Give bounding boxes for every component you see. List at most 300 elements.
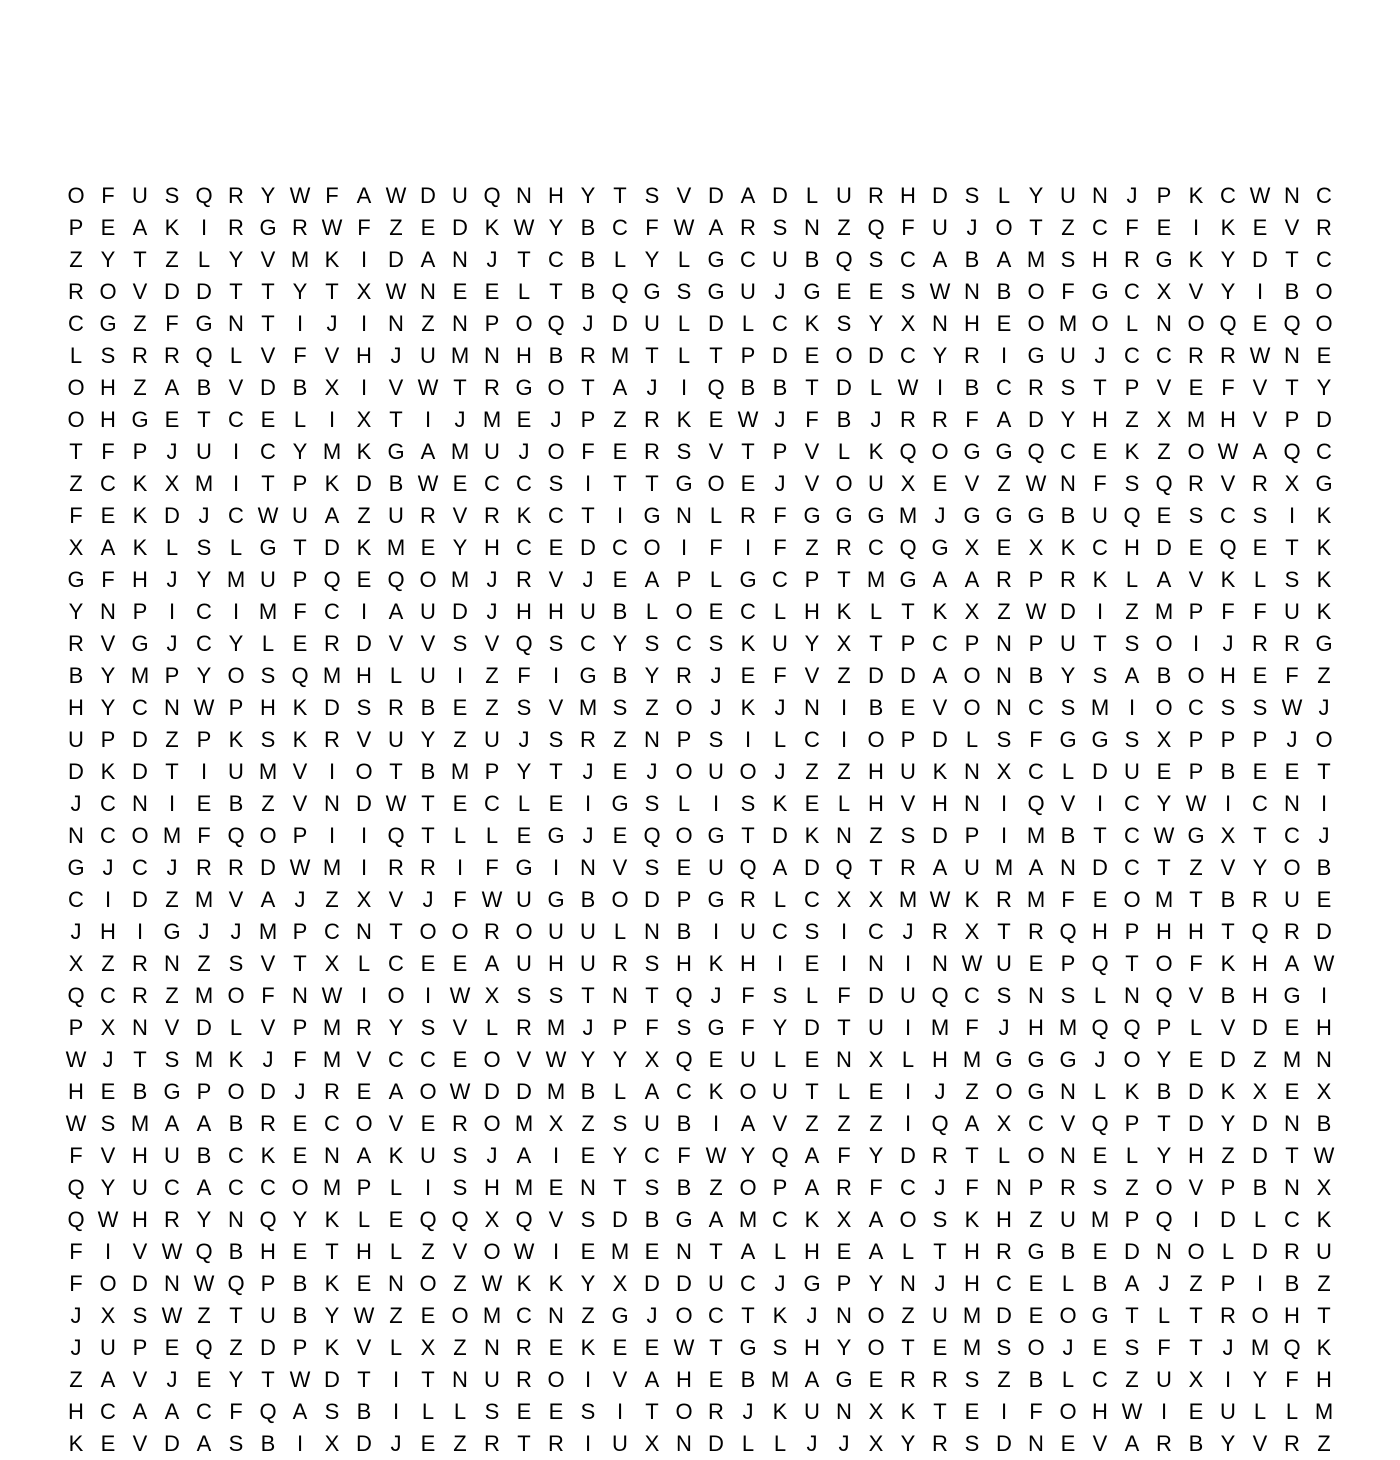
grid-letter[interactable]: Y [1220,247,1236,272]
grid-letter[interactable]: X [100,1015,116,1040]
grid-letter[interactable]: M [962,1047,982,1072]
grid-letter[interactable]: T [293,535,307,560]
grid-letter[interactable]: M [1154,887,1174,912]
grid-letter[interactable]: U [836,183,852,208]
grid-letter[interactable]: F [1189,951,1203,976]
grid-letter[interactable]: W [929,887,951,912]
grid-letter[interactable]: B [228,1239,244,1264]
grid-letter[interactable]: K [772,791,788,816]
grid-letter[interactable]: A [804,1175,820,1200]
grid-letter[interactable]: E [420,1111,436,1136]
grid-letter[interactable]: E [996,535,1012,560]
grid-letter[interactable]: P [228,695,244,720]
grid-letter[interactable]: V [388,631,404,656]
grid-letter[interactable]: I [1192,631,1200,656]
grid-letter[interactable]: H [676,1367,692,1392]
grid-letter[interactable]: J [838,1431,850,1456]
grid-letter[interactable]: D [868,983,884,1008]
grid-letter[interactable]: U [964,855,980,880]
grid-letter[interactable]: X [1188,1367,1204,1392]
grid-letter[interactable]: E [1188,1047,1204,1072]
grid-letter[interactable]: G [67,567,85,592]
grid-letter[interactable]: E [548,1399,564,1424]
grid-letter[interactable]: L [229,535,243,560]
grid-letter[interactable]: B [1060,503,1076,528]
grid-letter[interactable]: W [673,1335,695,1360]
grid-letter[interactable]: S [548,471,564,496]
grid-letter[interactable]: L [1093,1079,1107,1104]
grid-letter[interactable]: L [1253,1207,1267,1232]
grid-letter[interactable]: T [517,247,531,272]
grid-letter[interactable]: E [804,1047,820,1072]
grid-letter[interactable]: R [516,1367,532,1392]
grid-letter[interactable]: E [548,1335,564,1360]
grid-letter[interactable]: W [417,471,439,496]
grid-letter[interactable]: A [868,1239,884,1264]
grid-letter[interactable]: U [1060,183,1076,208]
grid-letter[interactable]: X [836,1207,852,1232]
grid-letter[interactable]: X [324,1431,340,1456]
grid-letter[interactable]: F [165,311,179,336]
grid-letter[interactable]: X [996,1111,1012,1136]
grid-letter[interactable]: Z [165,887,179,912]
grid-letter[interactable]: Q [1155,1207,1173,1232]
grid-letter[interactable]: B [196,375,212,400]
grid-letter[interactable]: R [1220,1303,1236,1328]
grid-letter[interactable]: D [484,1079,500,1104]
grid-letter[interactable]: R [1220,343,1236,368]
grid-letter[interactable]: X [644,1047,660,1072]
grid-letter[interactable]: K [580,1335,596,1360]
grid-letter[interactable]: A [1284,951,1300,976]
grid-letter[interactable]: O [1123,887,1141,912]
grid-letter[interactable]: E [548,791,564,816]
grid-letter[interactable]: C [612,535,628,560]
grid-letter[interactable]: M [514,1111,534,1136]
grid-letter[interactable]: M [194,471,214,496]
grid-letter[interactable]: Q [195,183,213,208]
grid-letter[interactable]: S [1188,503,1204,528]
grid-letter[interactable]: Y [420,727,436,752]
grid-letter[interactable]: H [964,1271,980,1296]
grid-letter[interactable]: R [996,567,1012,592]
grid-letter[interactable]: J [70,1303,82,1328]
grid-letter[interactable]: I [1256,279,1264,304]
grid-letter[interactable]: N [516,183,532,208]
grid-letter[interactable]: F [1285,663,1299,688]
grid-letter[interactable]: V [1252,375,1268,400]
grid-letter[interactable]: C [1124,791,1140,816]
grid-letter[interactable]: O [675,599,693,624]
grid-letter[interactable]: S [100,1111,116,1136]
grid-letter[interactable]: P [196,1079,212,1104]
grid-letter[interactable]: O [931,439,949,464]
grid-letter[interactable]: L [773,887,787,912]
grid-letter[interactable]: U [580,599,596,624]
grid-letter[interactable]: E [484,279,500,304]
grid-letter[interactable]: D [164,1431,180,1456]
grid-letter[interactable]: R [388,855,404,880]
grid-letter[interactable]: C [1220,503,1236,528]
grid-letter[interactable]: U [772,1079,788,1104]
grid-letter[interactable]: E [164,407,180,432]
grid-letter[interactable]: D [1188,1079,1204,1104]
grid-letter[interactable]: Y [100,1175,116,1200]
grid-letter[interactable]: H [932,791,948,816]
grid-letter[interactable]: Z [837,759,851,784]
grid-letter[interactable]: B [676,1111,692,1136]
grid-letter[interactable]: N [676,503,692,528]
grid-letter[interactable]: C [228,407,244,432]
grid-letter[interactable]: Z [613,727,627,752]
grid-letter[interactable]: C [100,471,116,496]
grid-letter[interactable]: V [1188,983,1204,1008]
grid-letter[interactable]: B [260,1431,276,1456]
grid-letter[interactable]: Y [260,183,276,208]
grid-letter[interactable]: C [1092,1367,1108,1392]
grid-letter[interactable]: U [740,279,756,304]
grid-letter[interactable]: X [868,1431,884,1456]
grid-letter[interactable]: S [676,439,692,464]
grid-letter[interactable]: X [324,951,340,976]
grid-letter[interactable]: G [1091,279,1109,304]
grid-letter[interactable]: H [100,407,116,432]
grid-letter[interactable]: V [356,1047,372,1072]
grid-letter[interactable]: X [484,1207,500,1232]
grid-letter[interactable]: R [388,695,404,720]
grid-letter[interactable]: K [132,503,148,528]
grid-letter[interactable]: K [1188,183,1204,208]
grid-letter[interactable]: I [904,1079,912,1104]
grid-letter[interactable]: S [996,983,1012,1008]
grid-letter[interactable]: B [1156,1079,1172,1104]
grid-letter[interactable]: T [869,855,883,880]
grid-letter[interactable]: R [484,919,500,944]
grid-letter[interactable]: E [708,407,724,432]
grid-letter[interactable]: M [226,567,246,592]
grid-letter[interactable]: W [289,183,311,208]
grid-letter[interactable]: B [964,375,980,400]
grid-letter[interactable]: Z [485,663,499,688]
grid-letter[interactable]: K [516,503,532,528]
grid-letter[interactable]: J [518,439,530,464]
grid-letter[interactable]: T [421,791,435,816]
grid-letter[interactable]: C [1252,791,1268,816]
grid-letter[interactable]: J [1318,695,1330,720]
grid-letter[interactable]: M [930,1015,950,1040]
grid-letter[interactable]: X [612,1271,628,1296]
grid-letter[interactable]: T [933,1239,947,1264]
grid-letter[interactable]: E [388,1207,404,1232]
grid-letter[interactable]: J [486,247,498,272]
grid-letter[interactable]: X [420,1335,436,1360]
grid-letter[interactable]: L [645,599,659,624]
grid-letter[interactable]: X [964,535,980,560]
grid-letter[interactable]: U [708,1271,724,1296]
grid-letter[interactable]: F [1061,887,1075,912]
grid-letter[interactable]: U [996,951,1012,976]
grid-letter[interactable]: T [1189,1303,1203,1328]
grid-letter[interactable]: B [1316,855,1332,880]
grid-letter[interactable]: K [1316,1335,1332,1360]
grid-letter[interactable]: D [324,535,340,560]
grid-letter[interactable]: J [774,279,786,304]
grid-letter[interactable]: F [1093,471,1107,496]
grid-letter[interactable]: D [1220,1047,1236,1072]
grid-letter[interactable]: T [549,279,563,304]
grid-letter[interactable]: X [324,375,340,400]
grid-letter[interactable]: G [931,535,949,560]
grid-letter[interactable]: L [485,1015,499,1040]
grid-letter[interactable]: M [1026,823,1046,848]
grid-letter[interactable]: I [328,407,336,432]
grid-letter[interactable]: G [995,1047,1013,1072]
grid-letter[interactable]: J [390,343,402,368]
grid-letter[interactable]: K [388,1143,404,1168]
grid-letter[interactable]: N [836,823,852,848]
grid-letter[interactable]: J [1318,823,1330,848]
grid-letter[interactable]: P [1028,567,1044,592]
grid-letter[interactable]: U [932,215,948,240]
grid-letter[interactable]: O [1187,311,1205,336]
grid-letter[interactable]: V [964,471,980,496]
grid-letter[interactable]: Q [899,439,917,464]
grid-letter[interactable]: W [1249,343,1271,368]
grid-letter[interactable]: H [1092,247,1108,272]
grid-letter[interactable]: S [484,1399,500,1424]
grid-letter[interactable]: G [131,407,149,432]
grid-letter[interactable]: A [1028,855,1044,880]
grid-letter[interactable]: S [644,855,660,880]
grid-letter[interactable]: D [1316,407,1332,432]
grid-letter[interactable]: I [552,1239,560,1264]
grid-letter[interactable]: M [386,535,406,560]
grid-letter[interactable]: F [261,983,275,1008]
grid-letter[interactable]: O [739,759,757,784]
grid-letter[interactable]: A [708,215,724,240]
grid-letter[interactable]: V [1220,471,1236,496]
grid-letter[interactable]: A [1252,439,1268,464]
grid-letter[interactable]: C [420,1047,436,1072]
grid-letter[interactable]: C [580,631,596,656]
grid-letter[interactable]: Q [515,1207,533,1232]
grid-letter[interactable]: P [292,1335,308,1360]
grid-letter[interactable]: Y [196,1207,212,1232]
grid-letter[interactable]: K [68,1431,84,1456]
grid-letter[interactable]: O [227,983,245,1008]
grid-letter[interactable]: Z [1061,215,1075,240]
grid-letter[interactable]: P [292,823,308,848]
grid-letter[interactable]: E [676,855,692,880]
grid-letter[interactable]: S [1124,631,1140,656]
grid-letter[interactable]: E [356,1271,372,1296]
grid-letter[interactable]: C [1316,183,1332,208]
grid-letter[interactable]: E [196,791,212,816]
grid-letter[interactable]: O [483,1111,501,1136]
grid-letter[interactable]: C [676,631,692,656]
grid-letter[interactable]: O [899,1207,917,1232]
grid-letter[interactable]: P [1028,631,1044,656]
grid-letter[interactable]: I [776,951,784,976]
grid-letter[interactable]: F [197,823,211,848]
grid-letter[interactable]: K [1188,247,1204,272]
grid-letter[interactable]: S [836,311,852,336]
grid-letter[interactable]: J [1094,1047,1106,1072]
grid-letter[interactable]: C [996,1271,1012,1296]
grid-letter[interactable]: C [324,919,340,944]
grid-letter[interactable]: N [388,311,404,336]
grid-letter[interactable]: E [452,791,468,816]
grid-letter[interactable]: T [709,343,723,368]
grid-letter[interactable]: F [517,663,531,688]
grid-letter[interactable]: L [165,535,179,560]
grid-letter[interactable]: R [1156,1431,1172,1456]
grid-letter[interactable]: R [1188,471,1204,496]
grid-letter[interactable]: J [1222,1335,1234,1360]
grid-letter[interactable]: N [996,1175,1012,1200]
grid-letter[interactable]: U [1124,759,1140,784]
grid-letter[interactable]: D [196,279,212,304]
grid-letter[interactable]: X [356,887,372,912]
grid-letter[interactable]: E [452,951,468,976]
grid-letter[interactable]: Q [227,1271,245,1296]
grid-letter[interactable]: E [932,471,948,496]
grid-letter[interactable]: T [1125,951,1139,976]
grid-letter[interactable]: Y [1060,407,1076,432]
grid-letter[interactable]: N [132,791,148,816]
grid-letter[interactable]: L [773,599,787,624]
grid-letter[interactable]: Z [581,1303,595,1328]
grid-letter[interactable]: L [357,951,371,976]
grid-letter[interactable]: O [259,823,277,848]
grid-letter[interactable]: U [516,887,532,912]
grid-letter[interactable]: S [1092,663,1108,688]
grid-letter[interactable]: S [228,1431,244,1456]
grid-letter[interactable]: N [676,1431,692,1456]
grid-letter[interactable]: V [452,503,468,528]
grid-letter[interactable]: H [1316,1367,1332,1392]
grid-letter[interactable]: O [1315,279,1333,304]
grid-letter[interactable]: D [612,1207,628,1232]
grid-letter[interactable]: P [1220,727,1236,752]
grid-letter[interactable]: I [552,855,560,880]
grid-letter[interactable]: S [100,343,116,368]
grid-letter[interactable]: V [932,695,948,720]
grid-letter[interactable]: E [644,1335,660,1360]
grid-letter[interactable]: K [804,311,820,336]
grid-letter[interactable]: W [1121,1399,1143,1424]
grid-letter[interactable]: Z [805,759,819,784]
grid-letter[interactable]: W [929,279,951,304]
grid-letter[interactable]: S [740,791,756,816]
grid-letter[interactable]: T [1253,823,1267,848]
grid-letter[interactable]: L [709,503,723,528]
grid-letter[interactable]: I [360,855,368,880]
grid-letter[interactable]: G [1027,1079,1045,1104]
grid-letter[interactable]: F [741,983,755,1008]
grid-letter[interactable]: Q [675,983,693,1008]
grid-letter[interactable]: W [1153,823,1175,848]
grid-letter[interactable]: F [773,535,787,560]
grid-letter[interactable]: E [612,439,628,464]
grid-letter[interactable]: Z [837,663,851,688]
grid-letter[interactable]: E [1092,1143,1108,1168]
grid-letter[interactable]: K [516,1271,532,1296]
grid-letter[interactable]: Y [228,247,244,272]
grid-letter[interactable]: O [995,215,1013,240]
grid-letter[interactable]: P [132,599,148,624]
grid-letter[interactable]: N [324,791,340,816]
grid-letter[interactable]: T [901,599,915,624]
grid-letter[interactable]: R [740,215,756,240]
grid-letter[interactable]: V [900,791,916,816]
grid-letter[interactable]: T [933,1399,947,1424]
grid-letter[interactable]: D [132,1271,148,1296]
grid-letter[interactable]: D [356,631,372,656]
grid-letter[interactable]: G [803,279,821,304]
grid-letter[interactable]: N [548,1303,564,1328]
grid-letter[interactable]: V [1188,1175,1204,1200]
grid-letter[interactable]: W [513,1239,535,1264]
grid-letter[interactable]: L [421,1399,435,1424]
grid-letter[interactable]: Z [709,1175,723,1200]
grid-letter[interactable]: D [772,823,788,848]
grid-letter[interactable]: I [680,535,688,560]
grid-letter[interactable]: S [644,1175,660,1200]
grid-letter[interactable]: X [356,407,372,432]
grid-letter[interactable]: B [68,663,84,688]
grid-letter[interactable]: U [740,919,756,944]
grid-letter[interactable]: E [548,1175,564,1200]
grid-letter[interactable]: D [356,1431,372,1456]
grid-letter[interactable]: H [100,919,116,944]
grid-letter[interactable]: Z [421,1239,435,1264]
grid-letter[interactable]: T [261,279,275,304]
grid-letter[interactable]: T [229,1303,243,1328]
grid-letter[interactable]: Y [100,247,116,272]
grid-letter[interactable]: W [1249,183,1271,208]
grid-letter[interactable]: Q [1283,1335,1301,1360]
grid-letter[interactable]: W [737,407,759,432]
grid-letter[interactable]: I [1192,1207,1200,1232]
grid-letter[interactable]: T [1221,919,1235,944]
grid-letter[interactable]: Y [804,631,820,656]
grid-letter[interactable]: U [1284,887,1300,912]
grid-letter[interactable]: Y [196,567,212,592]
grid-letter[interactable]: B [1156,663,1172,688]
grid-letter[interactable]: O [1027,311,1045,336]
grid-letter[interactable]: E [1060,1431,1076,1456]
grid-letter[interactable]: N [1156,311,1172,336]
grid-letter[interactable]: R [836,1175,852,1200]
grid-letter[interactable]: O [451,919,469,944]
grid-letter[interactable]: G [835,1367,853,1392]
grid-letter[interactable]: I [1000,1399,1008,1424]
grid-letter[interactable]: S [1220,695,1236,720]
grid-letter[interactable]: S [1124,1335,1140,1360]
grid-letter[interactable]: R [228,183,244,208]
grid-letter[interactable]: C [484,791,500,816]
grid-letter[interactable]: M [482,407,502,432]
grid-letter[interactable]: Q [835,247,853,272]
grid-letter[interactable]: C [548,247,564,272]
grid-letter[interactable]: T [1093,631,1107,656]
grid-letter[interactable]: E [1156,503,1172,528]
grid-letter[interactable]: G [963,503,981,528]
grid-letter[interactable]: O [643,535,661,560]
grid-letter[interactable]: K [324,471,340,496]
grid-letter[interactable]: Q [739,855,757,880]
